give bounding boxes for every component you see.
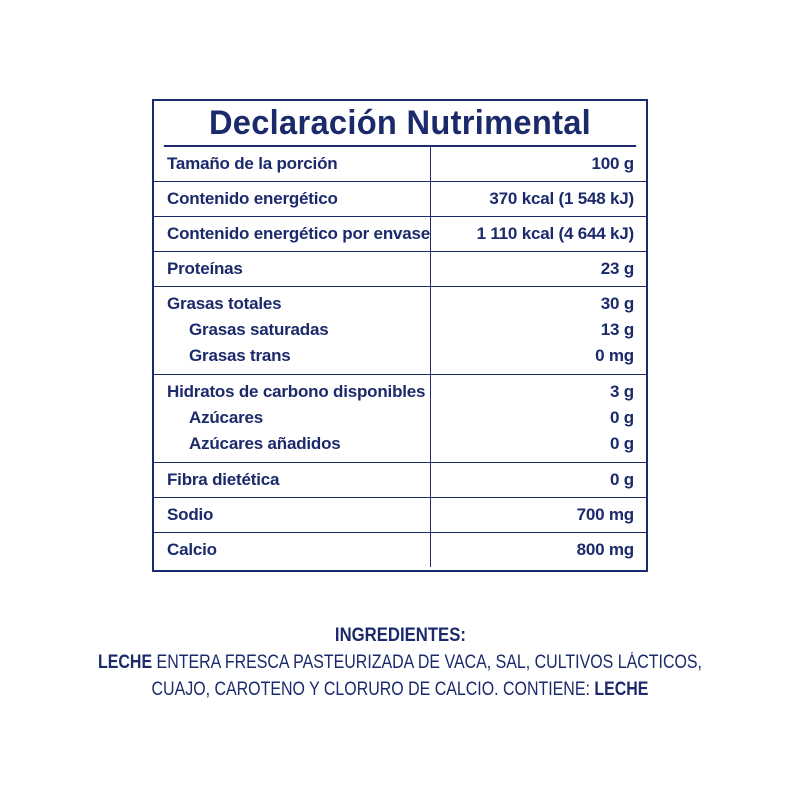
ingredients-line-2 xyxy=(64,676,736,703)
row-value: 800 mg xyxy=(576,540,634,559)
nutrition-table xyxy=(154,147,646,567)
sub-row-value: 0 g xyxy=(610,434,634,453)
sub-row-label: Grasas trans xyxy=(189,346,291,365)
nutrition-facts-panel xyxy=(152,99,648,572)
table-row xyxy=(154,147,646,182)
row-value: 23 g xyxy=(600,259,634,278)
row-value: 1 110 kcal (4 644 kJ) xyxy=(476,224,634,243)
row-value: 370 kcal (1 548 kJ) xyxy=(489,189,634,208)
table-row xyxy=(154,217,646,252)
sub-row-value: 0 mg xyxy=(595,346,634,365)
ingredients-allergen: LECHE xyxy=(594,679,649,700)
panel-title: Declaración Nutrimental xyxy=(164,101,636,147)
sub-row-label: Azúcares xyxy=(189,408,263,427)
sub-row-value: 13 g xyxy=(600,320,634,339)
row-value: 0 g xyxy=(610,470,634,489)
ingredients-line-2-text: CUAJO, CAROTENO Y CLORURO DE CALCIO. CONTIENE: xyxy=(151,679,595,700)
ingredients-line-1-text: ENTERA FRESCA PASTEURIZADA DE VACA, SAL, CULTIVOS LÁCTICOS, xyxy=(152,652,702,673)
row-label: Grasas totales xyxy=(167,294,282,313)
row-label: Calcio xyxy=(167,540,217,559)
table-row xyxy=(154,463,646,498)
sub-row-label: Grasas saturadas xyxy=(189,320,329,339)
ingredients-line-1 xyxy=(64,649,736,676)
table-row xyxy=(154,182,646,217)
row-label: Contenido energético por envase xyxy=(167,224,431,243)
table-row xyxy=(154,375,646,463)
ingredients-section xyxy=(0,622,800,703)
ingredients-lead-word: LECHE xyxy=(98,652,153,673)
table-row xyxy=(154,252,646,287)
sub-row-label: Azúcares añadidos xyxy=(189,434,341,453)
row-label: Sodio xyxy=(167,505,214,524)
ingredients-heading: INGREDIENTES: xyxy=(334,625,466,646)
row-label: Tamaño de la porción xyxy=(167,154,338,173)
table-row xyxy=(154,287,646,375)
row-value: 30 g xyxy=(600,294,634,313)
row-label: Proteínas xyxy=(167,259,243,278)
row-value: 3 g xyxy=(610,382,634,401)
row-value: 700 mg xyxy=(576,505,634,524)
table-row xyxy=(154,533,646,568)
sub-row-value: 0 g xyxy=(610,408,634,427)
row-label: Hidratos de carbono disponibles xyxy=(167,382,426,401)
row-value: 100 g xyxy=(591,154,634,173)
table-row xyxy=(154,498,646,533)
row-label: Contenido energético xyxy=(167,189,338,208)
row-label: Fibra dietética xyxy=(167,470,280,489)
